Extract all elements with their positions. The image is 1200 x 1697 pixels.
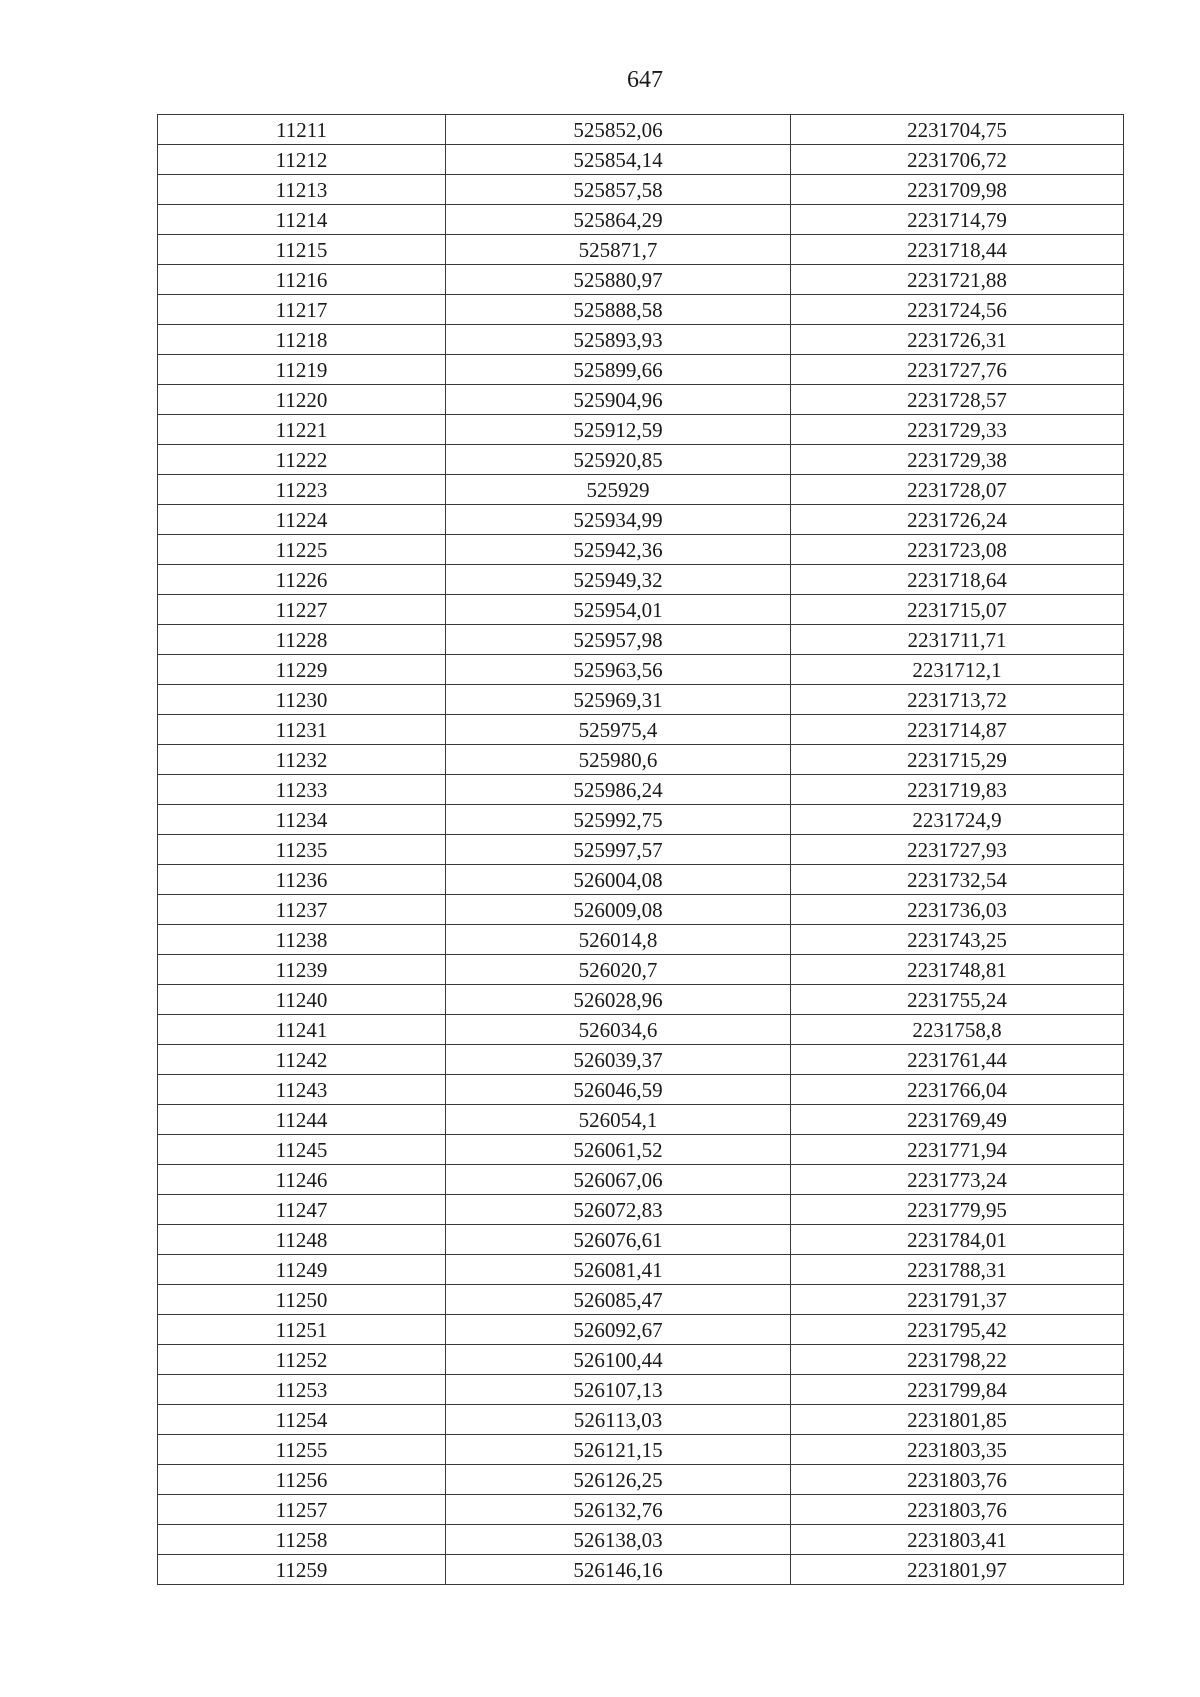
point-number-cell: 11255 [158, 1435, 446, 1465]
y-coordinate-cell: 2231769,49 [791, 1105, 1124, 1135]
table-row [158, 235, 1124, 265]
y-coordinate-cell: 2231803,76 [791, 1465, 1124, 1495]
x-coordinate-cell: 525954,01 [446, 595, 791, 625]
y-coordinate-cell: 2231729,33 [791, 415, 1124, 445]
table-row [158, 1555, 1124, 1585]
table-row [158, 715, 1124, 745]
point-number-cell: 11259 [158, 1555, 446, 1585]
y-coordinate-cell: 2231718,64 [791, 565, 1124, 595]
y-coordinate-cell: 2231728,07 [791, 475, 1124, 505]
point-number-cell: 11239 [158, 955, 446, 985]
x-coordinate-cell: 525854,14 [446, 145, 791, 175]
coordinates-table-body [158, 115, 1124, 1585]
table-row [158, 1495, 1124, 1525]
table-row [158, 775, 1124, 805]
x-coordinate-cell: 526076,61 [446, 1225, 791, 1255]
y-coordinate-cell: 2231803,76 [791, 1495, 1124, 1525]
y-coordinate-cell: 2231704,75 [791, 115, 1124, 145]
table-row [158, 685, 1124, 715]
y-coordinate-cell: 2231798,22 [791, 1345, 1124, 1375]
x-coordinate-cell: 526126,25 [446, 1465, 791, 1495]
y-coordinate-cell: 2231755,24 [791, 985, 1124, 1015]
y-coordinate-cell: 2231784,01 [791, 1225, 1124, 1255]
x-coordinate-cell: 525857,58 [446, 175, 791, 205]
point-number-cell: 11216 [158, 265, 446, 295]
y-coordinate-cell: 2231761,44 [791, 1045, 1124, 1075]
table-row [158, 265, 1124, 295]
y-coordinate-cell: 2231773,24 [791, 1165, 1124, 1195]
x-coordinate-cell: 525997,57 [446, 835, 791, 865]
point-number-cell: 11256 [158, 1465, 446, 1495]
x-coordinate-cell: 526107,13 [446, 1375, 791, 1405]
x-coordinate-cell: 525975,4 [446, 715, 791, 745]
y-coordinate-cell: 2231715,07 [791, 595, 1124, 625]
x-coordinate-cell: 526014,8 [446, 925, 791, 955]
x-coordinate-cell: 525880,97 [446, 265, 791, 295]
point-number-cell: 11237 [158, 895, 446, 925]
table-row [158, 1375, 1124, 1405]
x-coordinate-cell: 526067,06 [446, 1165, 791, 1195]
y-coordinate-cell: 2231714,79 [791, 205, 1124, 235]
point-number-cell: 11221 [158, 415, 446, 445]
x-coordinate-cell: 525942,36 [446, 535, 791, 565]
y-coordinate-cell: 2231727,93 [791, 835, 1124, 865]
x-coordinate-cell: 525871,7 [446, 235, 791, 265]
table-row [158, 865, 1124, 895]
x-coordinate-cell: 525992,75 [446, 805, 791, 835]
y-coordinate-cell: 2231724,9 [791, 805, 1124, 835]
table-row [158, 535, 1124, 565]
point-number-cell: 11247 [158, 1195, 446, 1225]
y-coordinate-cell: 2231726,24 [791, 505, 1124, 535]
table-row [158, 115, 1124, 145]
y-coordinate-cell: 2231724,56 [791, 295, 1124, 325]
table-row [158, 985, 1124, 1015]
x-coordinate-cell: 526072,83 [446, 1195, 791, 1225]
point-number-cell: 11213 [158, 175, 446, 205]
table-row [158, 355, 1124, 385]
point-number-cell: 11231 [158, 715, 446, 745]
y-coordinate-cell: 2231801,97 [791, 1555, 1124, 1585]
point-number-cell: 11229 [158, 655, 446, 685]
page-number: 647 [627, 67, 663, 93]
table-row [158, 175, 1124, 205]
point-number-cell: 11246 [158, 1165, 446, 1195]
table-row [158, 1525, 1124, 1555]
x-coordinate-cell: 525912,59 [446, 415, 791, 445]
x-coordinate-cell: 525986,24 [446, 775, 791, 805]
coordinates-table [157, 114, 1124, 1585]
x-coordinate-cell: 525864,29 [446, 205, 791, 235]
point-number-cell: 11217 [158, 295, 446, 325]
point-number-cell: 11222 [158, 445, 446, 475]
point-number-cell: 11226 [158, 565, 446, 595]
table-row [158, 925, 1124, 955]
point-number-cell: 11219 [158, 355, 446, 385]
table-row [158, 1225, 1124, 1255]
y-coordinate-cell: 2231788,31 [791, 1255, 1124, 1285]
x-coordinate-cell: 526054,1 [446, 1105, 791, 1135]
table-row [158, 835, 1124, 865]
y-coordinate-cell: 2231706,72 [791, 145, 1124, 175]
point-number-cell: 11227 [158, 595, 446, 625]
table-row [158, 1105, 1124, 1135]
point-number-cell: 11232 [158, 745, 446, 775]
y-coordinate-cell: 2231801,85 [791, 1405, 1124, 1435]
table-row [158, 1315, 1124, 1345]
x-coordinate-cell: 525920,85 [446, 445, 791, 475]
y-coordinate-cell: 2231727,76 [791, 355, 1124, 385]
y-coordinate-cell: 2231729,38 [791, 445, 1124, 475]
x-coordinate-cell: 525888,58 [446, 295, 791, 325]
x-coordinate-cell: 526004,08 [446, 865, 791, 895]
y-coordinate-cell: 2231709,98 [791, 175, 1124, 205]
x-coordinate-cell: 526100,44 [446, 1345, 791, 1375]
table-row [158, 445, 1124, 475]
table-row [158, 475, 1124, 505]
x-coordinate-cell: 525934,99 [446, 505, 791, 535]
x-coordinate-cell: 525899,66 [446, 355, 791, 385]
point-number-cell: 11257 [158, 1495, 446, 1525]
point-number-cell: 11211 [158, 115, 446, 145]
table-row [158, 325, 1124, 355]
point-number-cell: 11212 [158, 145, 446, 175]
x-coordinate-cell: 526081,41 [446, 1255, 791, 1285]
table-row [158, 1435, 1124, 1465]
point-number-cell: 11233 [158, 775, 446, 805]
y-coordinate-cell: 2231732,54 [791, 865, 1124, 895]
table-row [158, 805, 1124, 835]
y-coordinate-cell: 2231719,83 [791, 775, 1124, 805]
x-coordinate-cell: 525980,6 [446, 745, 791, 775]
point-number-cell: 11218 [158, 325, 446, 355]
y-coordinate-cell: 2231721,88 [791, 265, 1124, 295]
x-coordinate-cell: 526146,16 [446, 1555, 791, 1585]
table-row [158, 1135, 1124, 1165]
y-coordinate-cell: 2231748,81 [791, 955, 1124, 985]
x-coordinate-cell: 526034,6 [446, 1015, 791, 1045]
table-row [158, 385, 1124, 415]
point-number-cell: 11254 [158, 1405, 446, 1435]
point-number-cell: 11242 [158, 1045, 446, 1075]
table-row [158, 295, 1124, 325]
table-row [158, 145, 1124, 175]
table-row [158, 1075, 1124, 1105]
table-row [158, 1345, 1124, 1375]
x-coordinate-cell: 525852,06 [446, 115, 791, 145]
x-coordinate-cell: 525904,96 [446, 385, 791, 415]
point-number-cell: 11215 [158, 235, 446, 265]
x-coordinate-cell: 525969,31 [446, 685, 791, 715]
x-coordinate-cell: 525963,56 [446, 655, 791, 685]
point-number-cell: 11245 [158, 1135, 446, 1165]
point-number-cell: 11240 [158, 985, 446, 1015]
point-number-cell: 11220 [158, 385, 446, 415]
y-coordinate-cell: 2231713,72 [791, 685, 1124, 715]
table-row [158, 625, 1124, 655]
x-coordinate-cell: 525949,32 [446, 565, 791, 595]
table-row [158, 1165, 1124, 1195]
x-coordinate-cell: 525929 [446, 475, 791, 505]
point-number-cell: 11228 [158, 625, 446, 655]
table-row [158, 1045, 1124, 1075]
point-number-cell: 11224 [158, 505, 446, 535]
table-row [158, 415, 1124, 445]
table-row [158, 955, 1124, 985]
y-coordinate-cell: 2231779,95 [791, 1195, 1124, 1225]
table-row [158, 1465, 1124, 1495]
point-number-cell: 11241 [158, 1015, 446, 1045]
y-coordinate-cell: 2231728,57 [791, 385, 1124, 415]
y-coordinate-cell: 2231766,04 [791, 1075, 1124, 1105]
x-coordinate-cell: 526138,03 [446, 1525, 791, 1555]
table-row [158, 595, 1124, 625]
point-number-cell: 11225 [158, 535, 446, 565]
point-number-cell: 11214 [158, 205, 446, 235]
table-row [158, 565, 1124, 595]
x-coordinate-cell: 526020,7 [446, 955, 791, 985]
y-coordinate-cell: 2231758,8 [791, 1015, 1124, 1045]
point-number-cell: 11235 [158, 835, 446, 865]
point-number-cell: 11234 [158, 805, 446, 835]
point-number-cell: 11238 [158, 925, 446, 955]
point-number-cell: 11258 [158, 1525, 446, 1555]
y-coordinate-cell: 2231718,44 [791, 235, 1124, 265]
x-coordinate-cell: 526092,67 [446, 1315, 791, 1345]
y-coordinate-cell: 2231736,03 [791, 895, 1124, 925]
y-coordinate-cell: 2231803,35 [791, 1435, 1124, 1465]
y-coordinate-cell: 2231714,87 [791, 715, 1124, 745]
x-coordinate-cell: 526009,08 [446, 895, 791, 925]
y-coordinate-cell: 2231726,31 [791, 325, 1124, 355]
x-coordinate-cell: 526121,15 [446, 1435, 791, 1465]
y-coordinate-cell: 2231743,25 [791, 925, 1124, 955]
point-number-cell: 11251 [158, 1315, 446, 1345]
y-coordinate-cell: 2231791,37 [791, 1285, 1124, 1315]
table-row [158, 1015, 1124, 1045]
table-row [158, 1405, 1124, 1435]
y-coordinate-cell: 2231803,41 [791, 1525, 1124, 1555]
y-coordinate-cell: 2231715,29 [791, 745, 1124, 775]
x-coordinate-cell: 525957,98 [446, 625, 791, 655]
x-coordinate-cell: 525893,93 [446, 325, 791, 355]
y-coordinate-cell: 2231795,42 [791, 1315, 1124, 1345]
point-number-cell: 11248 [158, 1225, 446, 1255]
table-row [158, 655, 1124, 685]
x-coordinate-cell: 526113,03 [446, 1405, 791, 1435]
point-number-cell: 11243 [158, 1075, 446, 1105]
y-coordinate-cell: 2231711,71 [791, 625, 1124, 655]
table-row [158, 505, 1124, 535]
table-row [158, 895, 1124, 925]
point-number-cell: 11253 [158, 1375, 446, 1405]
point-number-cell: 11223 [158, 475, 446, 505]
y-coordinate-cell: 2231771,94 [791, 1135, 1124, 1165]
table-row [158, 1285, 1124, 1315]
table-row [158, 1195, 1124, 1225]
x-coordinate-cell: 526132,76 [446, 1495, 791, 1525]
x-coordinate-cell: 526039,37 [446, 1045, 791, 1075]
x-coordinate-cell: 526061,52 [446, 1135, 791, 1165]
point-number-cell: 11230 [158, 685, 446, 715]
point-number-cell: 11250 [158, 1285, 446, 1315]
y-coordinate-cell: 2231712,1 [791, 655, 1124, 685]
point-number-cell: 11236 [158, 865, 446, 895]
table-row [158, 205, 1124, 235]
y-coordinate-cell: 2231799,84 [791, 1375, 1124, 1405]
x-coordinate-cell: 526085,47 [446, 1285, 791, 1315]
point-number-cell: 11252 [158, 1345, 446, 1375]
x-coordinate-cell: 526028,96 [446, 985, 791, 1015]
table-row [158, 745, 1124, 775]
table-row [158, 1255, 1124, 1285]
point-number-cell: 11244 [158, 1105, 446, 1135]
y-coordinate-cell: 2231723,08 [791, 535, 1124, 565]
point-number-cell: 11249 [158, 1255, 446, 1285]
x-coordinate-cell: 526046,59 [446, 1075, 791, 1105]
